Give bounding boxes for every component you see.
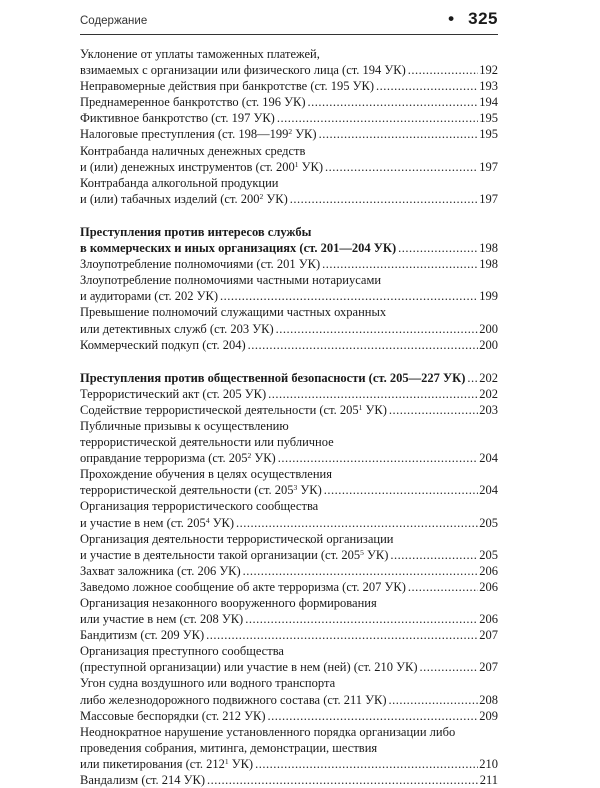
toc-entry-text [80,756,253,772]
toc-page-number: 193 [479,79,498,94]
toc-entry[interactable] [80,643,498,675]
bullet-icon: • [448,9,455,28]
toc-page-number: 200 [479,321,498,336]
toc-entry-text-part: Коммерческий подкуп (ст. 204) [80,337,246,352]
toc-entry-line: Контрабанда алкогольной продукции [80,175,279,190]
toc-entry-text-part: террористической деятельности (ст. 205 [80,483,294,498]
toc-entry[interactable] [80,466,498,498]
toc-entry[interactable] [80,386,498,402]
toc-entry-text-part: или детективных служб (ст. 203 УК) [80,321,274,336]
toc-page-number: 209 [479,708,498,723]
toc-page-number: 207 [479,628,498,643]
dot-leader [324,482,479,498]
toc-entry-text [80,627,204,643]
toc-entry-line: Уклонение от уплаты таможенных платежей, [80,47,320,61]
group-spacer [80,353,498,370]
dot-leader [206,627,478,643]
toc-entry-text [80,256,320,272]
toc-entry-line: Организация преступного сообщества [80,644,284,659]
toc-entry-text-part: или участие в нем (ст. 208 УК) [80,612,244,627]
toc-entry-line: проведения собрания, митинга, демонстрации, шествия [80,740,378,755]
toc-entry-text [80,159,323,175]
toc-entry-text [80,579,406,595]
table-of-contents [80,46,498,788]
toc-entry-text [80,402,387,418]
toc-entry-text [80,611,243,627]
toc-page-number: 197 [479,159,498,174]
group-spacer [80,207,498,224]
toc-entry[interactable] [80,595,498,627]
toc-entry-text [80,708,265,724]
toc-entry-text-part: УК) [363,547,389,562]
toc-entry-text-part: оправдание терроризма (ст. 205 [80,451,248,466]
toc-page-number: 206 [479,579,498,594]
toc-entry-text-part: Террористический акт (ст. 205 УК) [80,386,267,401]
toc-entry-text [80,126,317,142]
toc-entry-text-part: Бандитизм (ст. 209 УК) [80,628,205,643]
superscript: 2 [247,451,252,461]
dot-leader [248,337,479,353]
toc-entry-text-part: и (или) табачных изделий (ст. 200 [80,191,260,206]
toc-entry-text [80,288,218,304]
dot-leader [236,515,478,531]
toc-entry-line: Превышение полномочий служащими частных охранных [80,305,387,320]
toc-entry[interactable] [80,418,498,466]
toc-entry[interactable] [80,46,498,78]
toc-entry[interactable] [80,304,498,336]
toc-entry-text-part: Захват заложника (ст. 206 УК) [80,563,241,578]
toc-entry-text-part: УК) [251,451,276,466]
toc-page-number: 202 [479,370,498,385]
toc-entry-text [80,78,374,94]
toc-entry-text-part: (преступной организации) или участие в нем (ней) (ст. 210 УК) [80,660,418,675]
running-header [80,0,498,35]
dot-leader [322,256,478,272]
dot-leader [268,386,478,402]
dot-leader [278,450,479,466]
toc-entry-text [80,547,388,563]
toc-entry[interactable] [80,531,498,563]
toc-entry-text [80,337,246,353]
dot-leader [245,611,478,627]
toc-entry[interactable] [80,175,498,207]
toc-entry-text-part: и участие в нем (ст. 205 [80,515,206,530]
toc-entry[interactable] [80,337,498,353]
toc-entry[interactable] [80,143,498,175]
toc-entry-line: Неоднократное нарушение установленного порядка организации либо [80,724,456,739]
superscript: 1 [294,159,299,169]
dot-leader [220,288,478,304]
toc-entry[interactable] [80,402,498,418]
toc-page-number: 198 [479,241,498,256]
superscript: 2 [259,191,264,201]
toc-page-number: 211 [479,773,498,788]
dot-leader [390,547,478,563]
toc-entry-text [80,191,288,207]
toc-entry[interactable] [80,256,498,272]
dot-leader [467,370,478,386]
toc-page-number: 207 [479,660,498,675]
dot-leader [398,240,478,256]
toc-page-number: 205 [479,547,498,562]
toc-entry-text [80,370,465,386]
toc-entry-text [80,692,386,708]
toc-entry-text-part: УК) [263,191,288,206]
section-title: Содержание [80,15,148,27]
toc-entry-text-part: взимаемых с организации или физического лица (ст. 194 УК) [80,63,406,78]
book-page [80,0,498,788]
toc-entry-line: Злоупотребление полномочиями частными нотариусами [80,273,382,288]
dot-leader [308,94,479,110]
toc-entry-text-part: УК) [209,515,235,530]
toc-section-heading[interactable] [80,224,498,256]
toc-entry-line: Контрабанда наличных денежных средств [80,143,306,158]
dot-leader [376,78,478,94]
toc-page-number: 192 [479,63,498,78]
toc-entry-text [80,659,417,675]
dot-leader [207,772,479,788]
superscript: 1 [224,756,229,766]
toc-entry-text [80,321,274,337]
toc-entry[interactable] [80,78,498,94]
toc-page-number: 198 [479,257,498,272]
toc-entry-text [80,450,276,466]
toc-entry-text-part: Неправомерные действия при банкротстве (ст. 195 УК) [80,79,375,94]
dot-leader [319,126,479,142]
toc-entry[interactable] [80,772,498,788]
toc-entry-text-part: Массовые беспорядки (ст. 212 УК) [80,708,266,723]
toc-page-number: 195 [479,111,498,126]
toc-entry[interactable] [80,563,498,579]
toc-entry-text-part: Налоговые преступления (ст. 198—199 [80,127,289,142]
toc-entry[interactable] [80,579,498,595]
toc-entry-text-part: УК) [228,756,254,771]
toc-entry-line: Угон судна воздушного или водного транспорта [80,676,336,691]
toc-entry-text-part: УК) [298,159,324,174]
dot-leader [277,110,478,126]
toc-entry-text [80,386,266,402]
toc-page-number: 204 [479,483,498,498]
toc-group-service-interests [80,224,498,353]
toc-page-number: 204 [479,451,498,466]
page-number-block [448,9,498,29]
toc-entry[interactable] [80,94,498,110]
toc-entry-text-part: Вандализм (ст. 214 УК) [80,773,206,788]
toc-entry-text-part: или пикетирования (ст. 212 [80,756,225,771]
toc-entry-text [80,515,234,531]
toc-entry-line: Публичные призывы к осуществлению [80,418,289,433]
toc-entry-text-part: УК) [362,402,387,417]
superscript: 1 [358,402,363,412]
toc-entry-line: Прохождение обучения в целях осуществления [80,467,332,482]
toc-entry[interactable] [80,126,498,142]
dot-leader [290,191,479,207]
toc-entry-text [80,772,205,788]
superscript: 2 [288,127,293,137]
toc-page-number: 205 [479,515,498,530]
dot-leader [255,756,478,772]
toc-page-number: 210 [479,756,498,771]
toc-entry[interactable] [80,708,498,724]
toc-entry-text-part: УК) [292,127,317,142]
dot-leader [243,563,479,579]
dot-leader [388,692,478,708]
toc-page-number: 197 [479,191,498,206]
toc-entry-text-part: Содействие террористической деятельности (ст. 205 [80,402,359,417]
page-number: 325 [468,9,498,28]
toc-group-public-safety [80,370,498,788]
toc-entry[interactable] [80,498,498,530]
toc-entry[interactable] [80,110,498,126]
toc-entry-text-part: и (или) денежных инструментов (ст. 200 [80,159,295,174]
dot-leader [419,659,478,675]
toc-entry-text [80,563,241,579]
dot-leader [408,579,478,595]
toc-entry-text-part: и участие в деятельности такой организации (ст. 205 [80,547,361,562]
toc-entry-text [80,94,306,110]
superscript: 3 [293,483,298,493]
toc-entry-text [80,240,396,256]
toc-entry-text-part: Преступления против общественной безопасности (ст. 205—227 УК) [80,370,466,385]
toc-entry-text [80,482,322,498]
toc-entry-text-part: Фиктивное банкротство (ст. 197 УК) [80,111,275,126]
toc-page-number: 194 [479,95,498,110]
dot-leader [389,402,478,418]
toc-entry-text-part: и аудиторами (ст. 202 УК) [80,289,219,304]
toc-entry-text-part: Злоупотребление полномочиями (ст. 201 УК) [80,257,321,272]
toc-page-number: 208 [479,692,498,707]
toc-entry[interactable] [80,675,498,707]
toc-group-economic [80,46,498,207]
toc-entry-line: Организация террористического сообщества [80,499,319,514]
toc-entry[interactable] [80,724,498,772]
toc-entry-text-part: в коммерческих и иных организациях (ст. 201—204 УК) [80,241,397,256]
toc-page-number: 202 [479,386,498,401]
dot-leader [267,708,478,724]
toc-entry-line: террористической деятельности или публичное [80,435,334,450]
toc-entry-text-part: Преднамеренное банкротство (ст. 196 УК) [80,95,306,110]
toc-entry-text [80,110,275,126]
toc-page-number: 199 [479,289,498,304]
toc-page-number: 195 [479,127,498,142]
toc-entry-line: Организация деятельности террористической организации [80,531,394,546]
toc-page-number: 206 [479,563,498,578]
superscript: 4 [205,515,210,525]
toc-entry[interactable] [80,272,498,304]
dot-leader [408,62,478,78]
toc-entry-text-part: Заведомо ложное сообщение об акте терроризма (ст. 207 УК) [80,579,406,594]
toc-entry-text-part: либо железнодорожного подвижного состава (ст. 211 УК) [80,692,387,707]
toc-entry[interactable] [80,627,498,643]
toc-entry-text [80,62,406,78]
toc-section-heading[interactable] [80,370,498,386]
toc-page-number: 203 [479,402,498,417]
dot-leader [325,159,478,175]
toc-entry-line: Организация незаконного вооруженного формирования [80,596,377,610]
toc-page-number: 200 [479,337,498,352]
dot-leader [276,321,479,337]
toc-entry-text-part: УК) [297,483,322,498]
superscript: 5 [360,547,364,557]
toc-page-number: 206 [479,612,498,627]
toc-entry-line: Преступления против интересов службы [80,224,312,239]
